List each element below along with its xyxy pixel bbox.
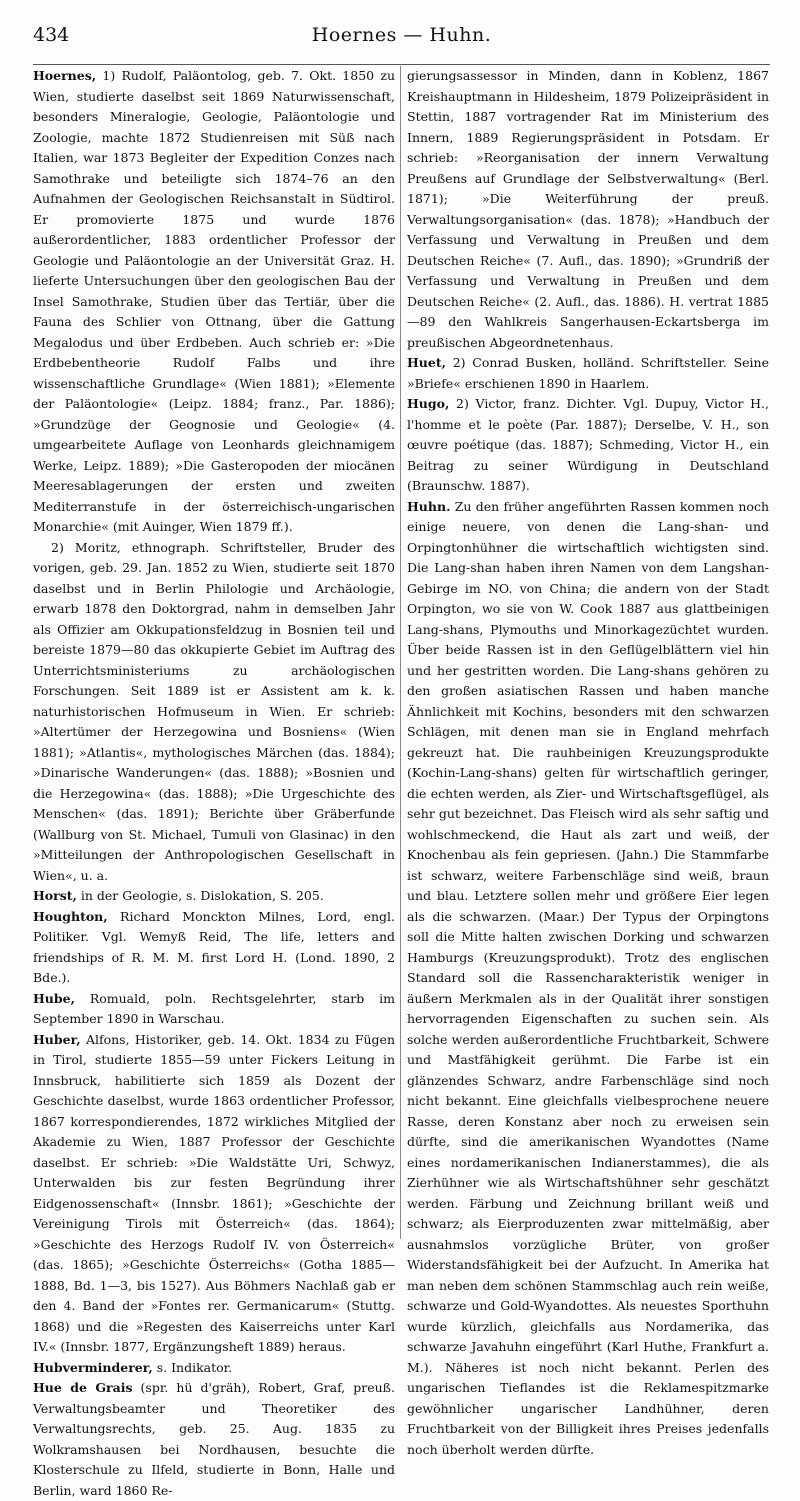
entry-hoernes-moritz xyxy=(33,538,395,887)
entry-huber xyxy=(33,1030,395,1358)
column-divider xyxy=(400,66,401,1239)
entry-text: Richard Monckton Milnes, Lord, engl. Politiker. Vgl. Wemyß Reid, The life, letters and friendships of R. M. M. first Lord H. (Lond. 1890, 2 Bde.). xyxy=(33,908,395,985)
entry-headword: Huber, xyxy=(33,1031,81,1047)
entry-hube xyxy=(33,989,395,1030)
entry-huet xyxy=(407,353,769,394)
entry-text: 2) Moritz, ethnograph. Schriftsteller, Bruder des vorigen, geb. 29. Jan. 1852 zu Wien, studierte seit 1870 daselbst und in Berlin Philologie und Archäologie, erwarb 1878 den Doktorgrad, nahm in demselben Jahr als Offizier am Okkupationsfeldzug in Bosnien teil und bereiste 1879—80 das okkupierte Gebiet im Auftrag des Unterrichtsministeriums zu archäologischen Forschungen. Seit 1889 ist er Assistent am k. k. naturhistorischen Hofmuseum in Wien. Er schrieb: »Altertümer der Herzegowina und Bosniens« (Wien 1881); »Atlantis«, mythologisches Märchen (das. 1884); »Dinarische Wanderungen« (das. 1888); »Bosnien und die Herzegowina« (das. 1888); »Die Urgeschichte des Menschen« (das. 1891); Berichte über Gräberfunde (Wallburg von St. Michael, Tumuli von Glasinac) in den »Mitteilungen der Anthropologischen Gesellschaft in Wien«, u. a. xyxy=(33,539,395,883)
entry-huhn xyxy=(407,497,769,1461)
entry-hoernes xyxy=(33,66,395,538)
entry-text: in der Geologie, s. Dislokation, S. 205. xyxy=(76,888,324,903)
page-header xyxy=(33,24,770,50)
entry-headword: Hube, xyxy=(33,990,75,1006)
entry-text: Romuald, poln. Rechtsgelehrter, starb im September 1890 in Warschau. xyxy=(33,990,395,1026)
entry-hue-de-grais xyxy=(33,1378,395,1501)
entry-headword: Hoernes, xyxy=(33,68,97,83)
entry-headword: Horst, xyxy=(33,888,77,903)
entry-text: s. Indikator. xyxy=(152,1359,233,1375)
entry-text: Alfons, Historiker, geb. 14. Okt. 1834 zu Fügen in Tirol, studierte 1855—59 unter Fickers Leitung in Innsbruck, habilitierte sich 1859 als Dozent der Geschichte daselbst, wurde 1863 ordentlicher Professor, 1867 korrespondierendes, 1872 wirkliches Mitglied der Akademie zu Wien, 1887 Professor der Geschichte daselbst. Er schrieb: »Die Waldstätte Uri, Schwyz, Unterwalden bis zur festen Begründung ihrer Eidgenossenschaft« (Innsbr. 1861); »Geschichte der Vereinigung Tirols mit Österreich« (das. 1864); »Geschichte des Herzogs Rudolf IV. von Österreich« (das. 1865); »Geschichte Österreichs« (Gotha 1885—1888, Bd. 1—3, bis 1527). Aus Böhmers Nachlaß gab er den 4. Band der »Fontes rer. Germanicarum« (Stuttg. 1868) und die »Regesten des Kaiserreichs unter Karl IV.« (Innsbr. 1877, Ergänzungsheft 1889) heraus. xyxy=(33,1031,395,1354)
entry-text: Zu den früher angeführten Rassen kommen noch einige neuere, von denen die Lang-shan- und Orpingtonhühner die wirtschaftlich wichtigsten sind. Die Lang-shan haben ihren Namen von dem Langshan-Gebirge im NO. von China; die andern von der Stadt Orpington, wo sie von W. Cook 1887 aus glattbeinigen Lang-shans, Plymouths und Minorkagezüchtet wurden. Über beide Rassen ist in den Geflügelblättern viel hin und her gestritten worden. Die Lang-shans gehören zu den großen asiatischen Rassen und haben manche Ähnlichkeit mit Kochins, besonders mit den schwarzen Schlägen, mit denen man sie in England mehrfach gekreuzt hat. Die rauhbeinigen Kreuzungsprodukte (Kochin-Lang-shans) gelten für wirtschaftlich geringer, die echten werden, als Zier- und Wirtschaftsgeflügel, als sehr gut bezeichnet. Das Fleisch wird als sehr saftig und wohlschmeckend, die Haut als zart und weiß, der Knochenbau als fein gepriesen. (Jahn.) Die Stammfarbe ist schwarz, weitere Farbenschläge sind weiß, braun und blau. Letztere sollen mehr und größere Eier legen als die schwarzen. (Maar.) Der Typus der Orpingtons soll die Mitte halten zwischen Dorking und schwarzen Hamburgs (Kreuzungsprodukt). Trotz des englischen Standard soll die Rassencharakteristik weniger in äußern Merkmalen als in der Qualität ihrer sonstigen hervorragenden Eigenschaften zu suchen sein. Als solche werden außerordentliche Fruchtbarkeit, Schwere und Mastfähigkeit gerühmt. Die Farbe ist ein glänzendes Schwarz, andre Farbenschläge sind noch nicht bekannt. Eine gleichfalls vielbesprochene neuere Rasse, deren Konstanz aber noch zu erweisen sein dürfte, sind die amerikanischen Wyandottes (Name eines nordamerikanischen Indianerstammes), die als Zierhühner wie als Wirtschaftshühner sehr geschätzt werden. Färbung und Zeichnung brillant weiß und schwarz; als Eierproduzenten zwar mittelmäßig, aber ausnahmslos vorzügliche Brüter, von großer Widerstandsfähigkeit bei der Aufzucht. In Amerika hat man neben dem schönen Stammschlag auch rein weiße, schwarze und Gold-Wyandottes. Als neuestes Sporthuhn wurde kürzlich, gleichfalls aus Nordamerika, das schwarze Javahuhn eingeführt (Karl Huthe, Frankfurt a. M.). Näheres ist noch nicht bekannt. Perlen des ungarischen Tieflandes ist die Reklamespitzmarke gewöhnlicher ungarischer Landhühner, deren Fruchtbarkeit von der Billigkeit ihres Preises jedenfalls noch überholt werden dürfte. xyxy=(407,498,769,1457)
entry-text: (spr. hü d'gräh), Robert, Graf, preuß. Verwaltungsbeamter und Theoretiker des Verwaltungsrechts, geb. 25. Aug. 1835 zu Wolkramshausen bei Nordhausen, besuchte die Klosterschule zu Ilfeld, studierte in Bonn, Halle und Berlin, ward 1860 Re- xyxy=(33,1380,395,1498)
entry-text: 1) Rudolf, Paläontolog, geb. 7. Okt. 1850 zu Wien, studierte daselbst seit 1869 Naturwissenschaft, besonders Mineralogie, Geologie, Paläontologie und Zoologie, machte 1872 Studienreisen mit Süß nach Italien, war 1873 Begleiter der Expedition Conzes nach Samothrake und beteiligte sich 1874–76 an den Aufnahmen der Geologischen Reichsanstalt in Südtirol. Er promovierte 1875 und wurde 1876 außerordentlicher, 1883 ordentlicher Professor der Geologie und Paläontologie an der Universität Graz. H. lieferte Untersuchungen über den geologischen Bau der Insel Samothrake, Studien über das Tertiär, über die Fauna des Schlier von Ottnang, über die Gattung Megalodus und über Erdbeben. Auch schrieb er: »Die Erdbebentheorie Rudolf Falbs und ihre wissenschaftliche Grundlage« (Wien 1881); »Elemente der Paläontologie« (Leipz. 1884; franz., Par. 1886); »Grundzüge der Geognosie und Geologie« (4. umgearbeitete Auflage von Leonhards gleichnamigem Werke, Leipz. 1889); »Die Gasteropoden der miocänen Meeresablagerungen der ersten und zweiten Mediterranstufe in der österreichisch-ungarischen Monarchie« (mit Auinger, Wien 1879 ff.). xyxy=(33,68,395,534)
entry-hubverminderer xyxy=(33,1358,395,1379)
entry-hue-de-grais-continued xyxy=(407,66,769,353)
left-column xyxy=(33,66,395,1501)
entry-headword: Houghton, xyxy=(33,908,108,924)
running-head: Hoernes — Huhn. xyxy=(311,24,492,46)
entry-horst xyxy=(33,886,395,907)
entry-headword: Huhn. xyxy=(407,498,451,514)
entry-text: 2) Conrad Busken, holländ. Schriftsteller. Seine »Briefe« erschienen 1890 in Haarlem. xyxy=(407,355,769,391)
right-column xyxy=(407,66,769,1460)
entry-headword: Hubverminderer, xyxy=(33,1359,153,1375)
entry-houghton xyxy=(33,907,395,989)
entry-text: gierungsassessor in Minden, dann in Koblenz, 1867 Kreishauptmann in Hildesheim, 1879 Polizeipräsident in Stettin, 1887 vortragender Rat im Ministerium des Innern, 1889 Regierungspräsident in Potsdam. Er schrieb: »Reorganisation der innern Verwaltung Preußens auf Grundlage der Selbstverwaltung« (Berl. 1871); »Die Weiterführung der preuß. Verwaltungsorganisation« (das. 1878); »Handbuch der Verfassung und Verwaltung in Preußen und dem Deutschen Reiche« (7. Aufl., das. 1890); »Grundriß der Verfassung und Verwaltung in Preußen und dem Deutschen Reiche« (2. Aufl., das. 1886). H. vertrat 1885—89 den Wahlkreis Sangerhausen-Eckartsberga im preußischen Abgeordnetenhaus. xyxy=(407,68,769,350)
entry-headword: Hugo, xyxy=(407,396,450,411)
entry-text: 2) Victor, franz. Dichter. Vgl. Dupuy, Victor H., l'homme et le poète (Par. 1887); Derselbe, V. H., son œuvre poétique (das. 1887); Schmeding, Victor H., ein Beitrag zu seiner Würdigung in Deutschland (Braunschw. 1887). xyxy=(407,396,769,493)
entry-hugo xyxy=(407,394,769,497)
header-rule xyxy=(33,64,770,65)
page-number: 434 xyxy=(33,24,70,46)
entry-headword: Huet, xyxy=(407,355,446,370)
entry-headword: Hue de Grais xyxy=(33,1380,133,1395)
